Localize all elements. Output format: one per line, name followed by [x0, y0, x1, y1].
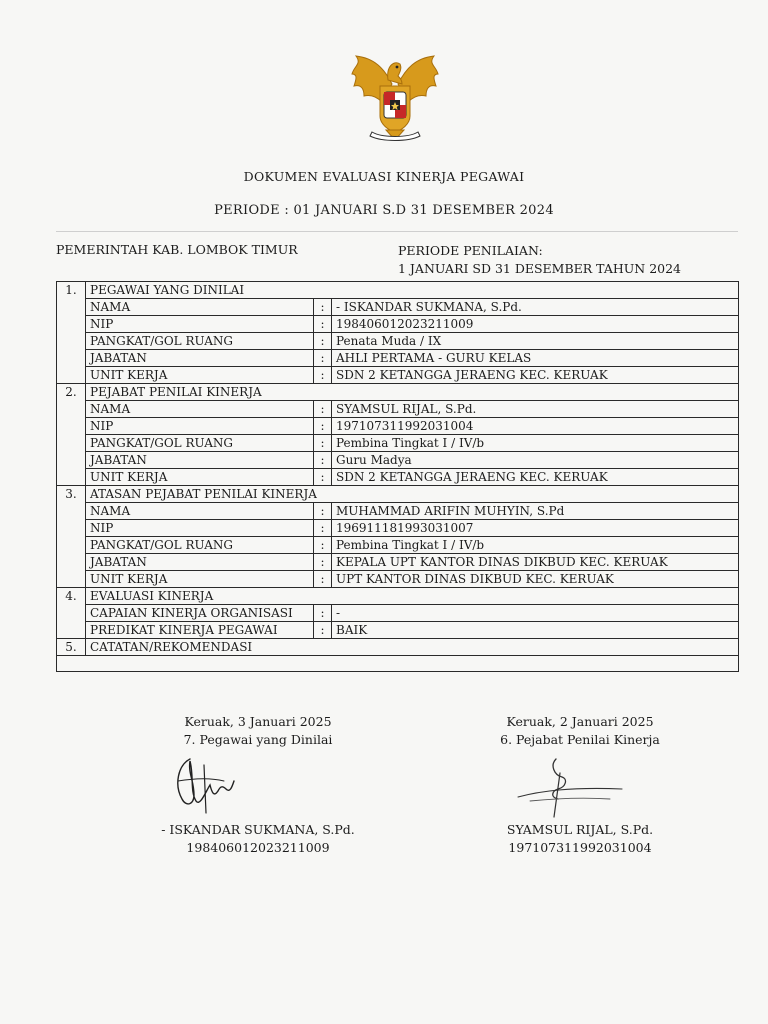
section-number: 1.	[57, 282, 86, 384]
field-value: SDN 2 KETANGGA JERAENG KEC. KERUAK	[332, 367, 739, 384]
field-label: JABATAN	[86, 350, 314, 367]
signature-role: 6. Pejabat Penilai Kinerja	[500, 732, 660, 747]
document-title: DOKUMEN EVALUASI KINERJA PEGAWAI	[243, 169, 525, 184]
evaluation-table	[56, 281, 739, 672]
table-row	[57, 435, 739, 452]
signer-name: SYAMSUL RIJAL, S.Pd.	[506, 822, 654, 837]
signer-nip: 198406012023211009	[186, 840, 330, 855]
field-value: Guru Madya	[332, 452, 739, 469]
notes-content	[57, 656, 739, 672]
section-title: ATASAN PEJABAT PENILAI KINERJA	[86, 486, 739, 503]
handwritten-signature-icon	[160, 751, 250, 821]
signature-block-assessor	[430, 713, 730, 857]
section-header-row	[57, 282, 739, 299]
table-row	[57, 537, 739, 554]
field-colon: :	[314, 452, 332, 469]
field-colon: :	[314, 571, 332, 588]
field-value: Pembina Tingkat I / IV/b	[332, 435, 739, 452]
field-label: PANGKAT/GOL RUANG	[86, 333, 314, 350]
table-row	[57, 299, 739, 316]
section-header-row	[57, 588, 739, 605]
field-value: AHLI PERTAMA - GURU KELAS	[332, 350, 739, 367]
signature-role: 7. Pegawai yang Dinilai	[183, 732, 333, 747]
table-row	[57, 622, 739, 639]
field-value: SYAMSUL RIJAL, S.Pd.	[332, 401, 739, 418]
table-row	[57, 316, 739, 333]
assessment-period-label: PERIODE PENILAIAN:	[398, 243, 543, 258]
garuda-emblem-icon	[344, 50, 446, 142]
field-value: 197107311992031004	[332, 418, 739, 435]
section-title: PEJABAT PENILAI KINERJA	[86, 384, 739, 401]
header-divider	[56, 231, 738, 232]
assessment-period	[398, 242, 681, 278]
field-value: - ISKANDAR SUKMANA, S.Pd.	[332, 299, 739, 316]
field-colon: :	[314, 537, 332, 554]
notes-blank-row	[57, 656, 739, 672]
field-label: JABATAN	[86, 554, 314, 571]
field-colon: :	[314, 435, 332, 452]
field-label: JABATAN	[86, 452, 314, 469]
field-label: NAMA	[86, 299, 314, 316]
signer-name: - ISKANDAR SUKMANA, S.Pd.	[161, 822, 355, 837]
handwritten-signature-icon	[510, 753, 630, 823]
signature-area	[430, 749, 730, 821]
field-value: -	[332, 605, 739, 622]
table-row	[57, 333, 739, 350]
table-row	[57, 469, 739, 486]
table-row	[57, 554, 739, 571]
field-label: UNIT KERJA	[86, 367, 314, 384]
field-colon: :	[314, 367, 332, 384]
field-value: BAIK	[332, 622, 739, 639]
table-row	[57, 571, 739, 588]
section-number: 3.	[57, 486, 86, 588]
table-row	[57, 452, 739, 469]
section-number: 2.	[57, 384, 86, 486]
field-label: UNIT KERJA	[86, 571, 314, 588]
table-row	[57, 605, 739, 622]
field-value: 198406012023211009	[332, 316, 739, 333]
field-value: MUHAMMAD ARIFIN MUHYIN, S.Pd	[332, 503, 739, 520]
field-colon: :	[314, 333, 332, 350]
section-number: 4.	[57, 588, 86, 639]
section-number: 5.	[57, 639, 86, 656]
field-colon: :	[314, 605, 332, 622]
field-value: KEPALA UPT KANTOR DINAS DIKBUD KEC. KERUAK	[332, 554, 739, 571]
government-label: PEMERINTAH KAB. LOMBOK TIMUR	[56, 242, 298, 257]
signature-block-employee	[100, 713, 416, 857]
field-colon: :	[314, 350, 332, 367]
field-colon: :	[314, 520, 332, 537]
field-value: 196911181993031007	[332, 520, 739, 537]
signature-area	[100, 749, 416, 821]
field-label: PREDIKAT KINERJA PEGAWAI	[86, 622, 314, 639]
signature-place-date: Keruak, 2 Januari 2025	[506, 714, 654, 729]
table-row	[57, 350, 739, 367]
section-header-row	[57, 639, 739, 656]
table-row	[57, 401, 739, 418]
field-value: Pembina Tingkat I / IV/b	[332, 537, 739, 554]
field-label: NIP	[86, 418, 314, 435]
field-label: PANGKAT/GOL RUANG	[86, 435, 314, 452]
table-row	[57, 367, 739, 384]
signer-nip: 197107311992031004	[508, 840, 652, 855]
field-colon: :	[314, 299, 332, 316]
field-label: NIP	[86, 316, 314, 333]
field-colon: :	[314, 401, 332, 418]
field-colon: :	[314, 316, 332, 333]
field-label: UNIT KERJA	[86, 469, 314, 486]
field-colon: :	[314, 418, 332, 435]
table-row	[57, 520, 739, 537]
section-title: EVALUASI KINERJA	[86, 588, 739, 605]
section-title: PEGAWAI YANG DINILAI	[86, 282, 739, 299]
field-colon: :	[314, 503, 332, 520]
field-label: NAMA	[86, 503, 314, 520]
field-colon: :	[314, 554, 332, 571]
field-label: NAMA	[86, 401, 314, 418]
field-colon: :	[314, 622, 332, 639]
section-header-row	[57, 384, 739, 401]
field-label: NIP	[86, 520, 314, 537]
field-value: SDN 2 KETANGGA JERAENG KEC. KERUAK	[332, 469, 739, 486]
table-row	[57, 418, 739, 435]
field-colon: :	[314, 469, 332, 486]
document-period: PERIODE : 01 JANUARI S.D 31 DESEMBER 2024	[214, 203, 554, 218]
signature-place-date: Keruak, 3 Januari 2025	[184, 714, 332, 729]
field-label: PANGKAT/GOL RUANG	[86, 537, 314, 554]
field-label: CAPAIAN KINERJA ORGANISASI	[86, 605, 314, 622]
section-title: CATATAN/REKOMENDASI	[86, 639, 739, 656]
field-value: UPT KANTOR DINAS DIKBUD KEC. KERUAK	[332, 571, 739, 588]
section-header-row	[57, 486, 739, 503]
field-value: Penata Muda / IX	[332, 333, 739, 350]
table-row	[57, 503, 739, 520]
assessment-period-value: 1 JANUARI SD 31 DESEMBER TAHUN 2024	[398, 261, 682, 276]
